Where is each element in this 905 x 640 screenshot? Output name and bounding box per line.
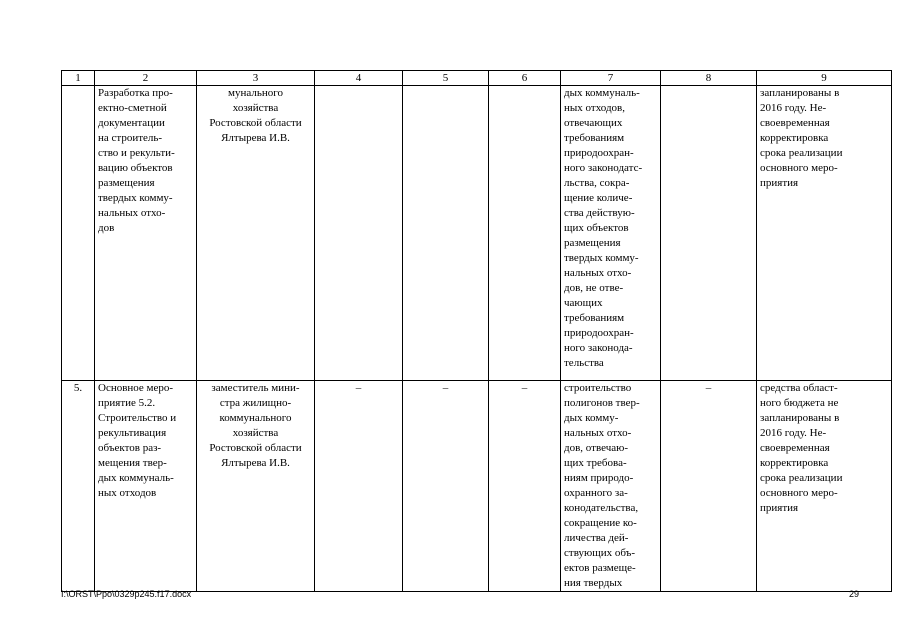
- row-number-cell: [62, 381, 95, 592]
- column-number-6: 6: [489, 71, 561, 86]
- column-number-3: 3: [197, 71, 315, 86]
- column-6-cell: [489, 86, 561, 381]
- responsible-cell: [197, 86, 315, 381]
- cell-text: –: [442, 382, 449, 394]
- cell-text: запланированы в 2016 году. Не- своевременная корректировка срока реализации основного меро- приятия: [760, 87, 843, 189]
- footer-file-path: I:\ORST\Ppo\0329p245.f17.docx: [61, 589, 192, 599]
- column-number-5: 5: [403, 71, 489, 86]
- cell-text: –: [355, 382, 362, 394]
- column-8-cell: [661, 381, 757, 592]
- cell-text: заместитель мини- стра жилищно- коммунального хозяйства Ростовской области Ялтырева И.В.: [209, 382, 302, 469]
- column-number-8: 8: [661, 71, 757, 86]
- column-number-7: 7: [561, 71, 661, 86]
- reason-cell: [757, 381, 892, 592]
- column-number-2: 2: [95, 71, 197, 86]
- cell-text: строительство полигонов твер- дых комму- нальных отхо- дов, отвечаю- щих требова- ниям природо- охранного за- конодательства, сокращение ко- личества дей- ствующих объ- ектов размеще- ния твердых: [564, 382, 640, 589]
- column-number-1: 1: [62, 71, 95, 86]
- cell-text: средства област- ного бюджета не запланированы в 2016 году. Не- своевременная корректировка срока реализации основного меро- приятия: [760, 382, 843, 514]
- measure-name-cell: [95, 381, 197, 592]
- column-number-9: 9: [757, 71, 892, 86]
- cell-text: дых коммуналь- ных отходов, отвечающих требованиям природоохран- ного законодатс- льства, сокра- щение количе- ства действую- щих объектов размещения твердых комму- нальных отхо- дов, не отве- чающих требованиям природоохран- ного законода- тельства: [564, 87, 643, 369]
- report-table: [61, 70, 892, 592]
- cell-text: Основное меро- приятие 5.2. Строительство и рекультивация объектов раз- мещения твер- дых коммуналь- ных отходов: [98, 382, 177, 499]
- cell-text: –: [705, 382, 712, 394]
- cell-text: Разработка про- ектно-сметной документации на строитель- ство и рекульти- вацию объектов размещения твердых комму- нальных отхо- дов: [98, 87, 175, 234]
- measure-name-cell: [95, 86, 197, 381]
- column-6-cell: [489, 381, 561, 592]
- footer-page-number: 29: [848, 589, 859, 599]
- table-header-row: [62, 71, 892, 86]
- column-5-cell: [403, 86, 489, 381]
- cell-text: –: [521, 382, 528, 394]
- column-4-cell: [315, 86, 403, 381]
- result-cell: [561, 381, 661, 592]
- result-cell: [561, 86, 661, 381]
- responsible-cell: [197, 381, 315, 592]
- column-8-cell: [661, 86, 757, 381]
- cell-text: мунального хозяйства Ростовской области Ялтырева И.В.: [209, 87, 302, 144]
- table-row: [62, 86, 892, 381]
- reason-cell: [757, 86, 892, 381]
- cell-text: 5.: [73, 382, 83, 394]
- column-4-cell: [315, 381, 403, 592]
- column-number-4: 4: [315, 71, 403, 86]
- table-row: [62, 381, 892, 592]
- row-number-cell: [62, 86, 95, 381]
- column-5-cell: [403, 381, 489, 592]
